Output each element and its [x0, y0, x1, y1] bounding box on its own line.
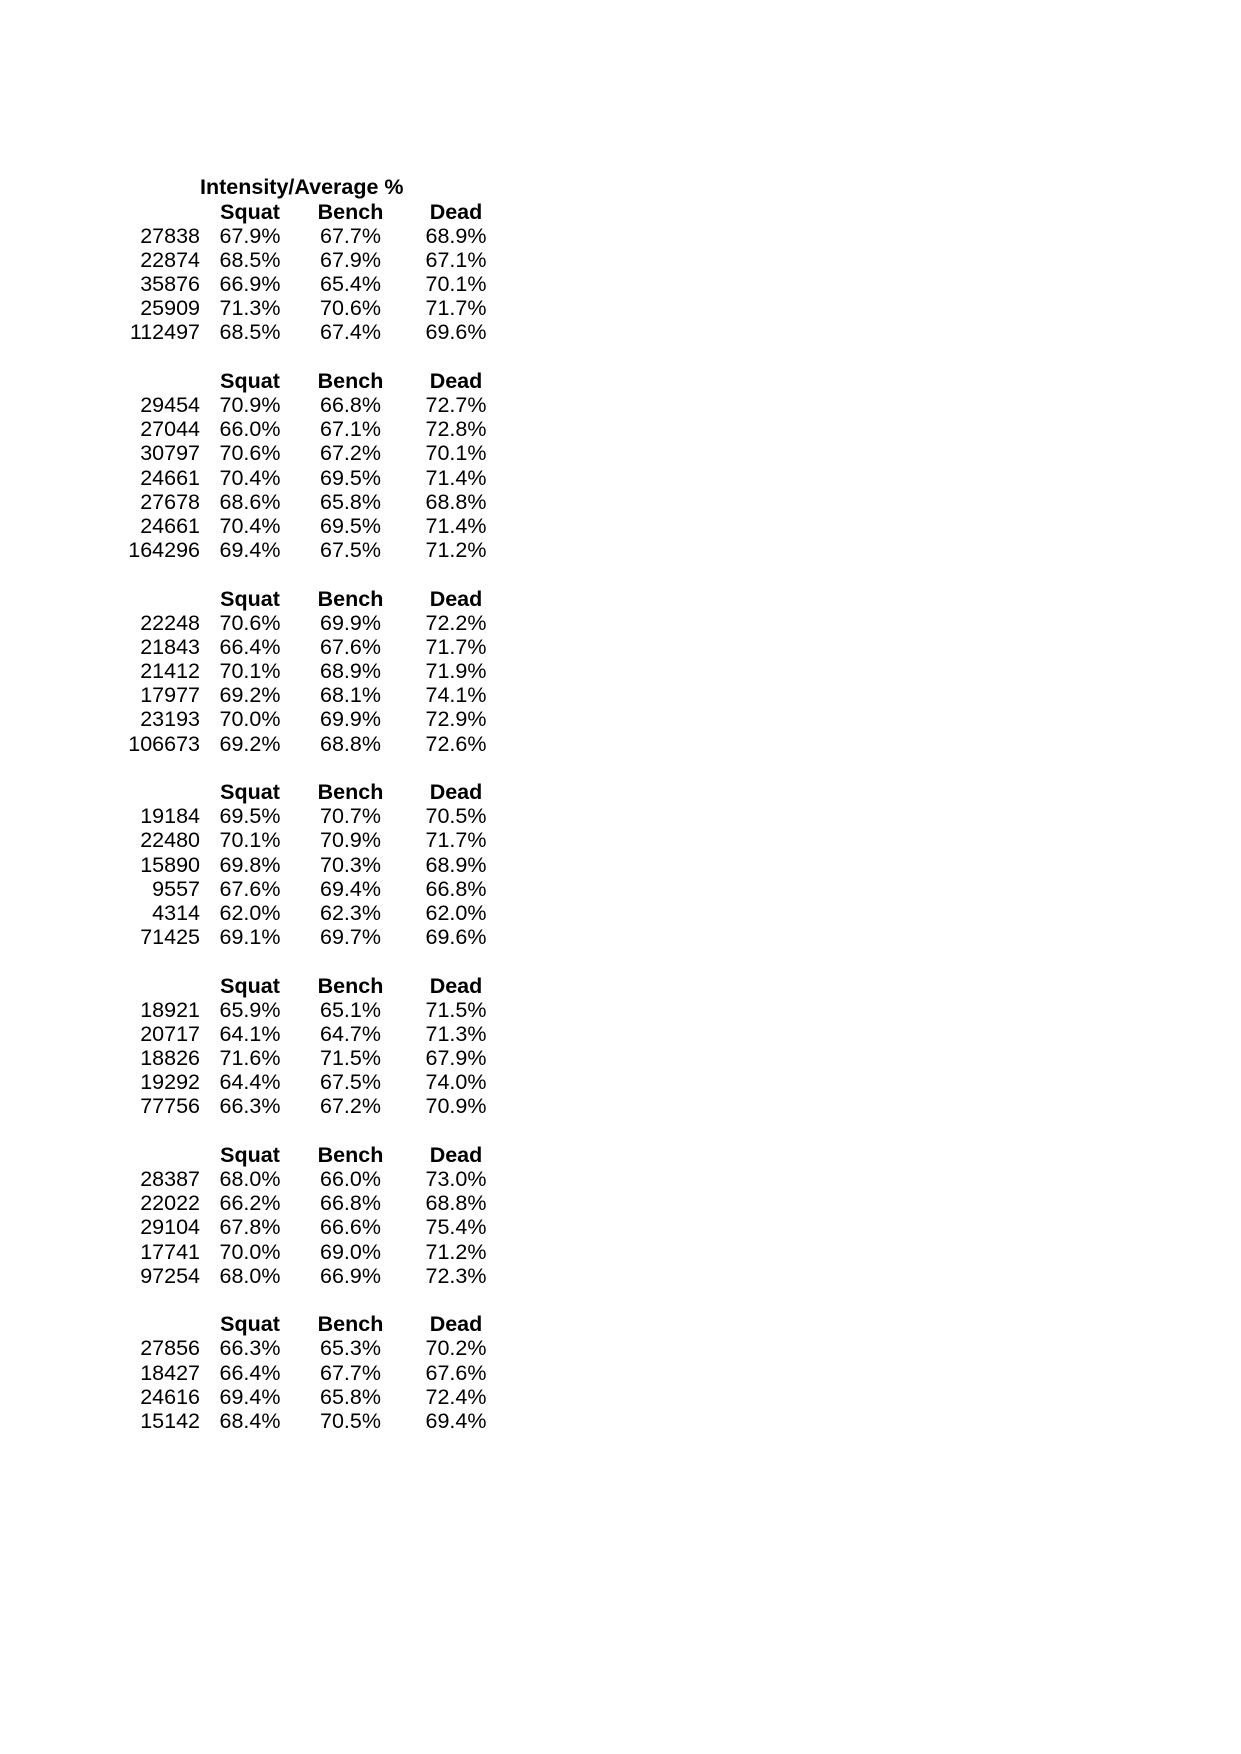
table-row	[104, 515, 511, 539]
row-label: 9557	[152, 876, 200, 901]
block-gap	[104, 1119, 511, 1143]
row-label: 29454	[140, 393, 200, 418]
table-row	[104, 926, 511, 950]
cell-squat: 70.9%	[219, 393, 281, 418]
cell-dead: 72.9%	[425, 707, 487, 732]
cell-dead: 72.2%	[425, 610, 487, 635]
block-gap-cell	[300, 757, 401, 781]
cell-bench: 65.8%	[320, 489, 381, 514]
cell-squat: 66.3%	[219, 1336, 281, 1361]
cell-dead: 71.4%	[425, 465, 487, 490]
row-label: 19184	[140, 804, 200, 829]
cell-dead: 67.6%	[425, 1360, 487, 1385]
table-row	[104, 998, 511, 1022]
column-header-squat: Squat	[220, 368, 280, 393]
cell-bench: 68.8%	[320, 731, 381, 756]
block-gap	[104, 757, 511, 781]
row-label: 15142	[140, 1408, 200, 1433]
column-header-bench: Bench	[317, 780, 384, 805]
cell-squat: 69.4%	[219, 538, 281, 563]
table-row	[104, 877, 511, 901]
cell-squat: 70.1%	[219, 828, 281, 853]
table-row	[104, 273, 511, 297]
cell-bench: 71.5%	[320, 1046, 381, 1071]
header-row	[104, 587, 511, 611]
column-header-bench: Bench	[317, 973, 384, 998]
header-row	[104, 974, 511, 998]
block-gap-cell	[200, 1289, 300, 1313]
block-gap-cell	[104, 950, 200, 974]
cell-dead: 62.0%	[425, 900, 487, 925]
table-row	[104, 1264, 511, 1288]
cell-bench: 65.4%	[320, 272, 381, 297]
cell-dead: 71.4%	[425, 513, 487, 538]
cell-dead: 71.2%	[425, 538, 487, 563]
table-body	[104, 176, 511, 1434]
row-label: 17977	[140, 683, 200, 708]
cell-dead: 72.4%	[425, 1384, 487, 1409]
cell-dead: 72.6%	[425, 731, 487, 756]
block-gap-cell	[401, 950, 511, 974]
cell-squat: 68.0%	[219, 1263, 281, 1288]
block-gap-cell	[401, 563, 511, 587]
cell-bench: 69.5%	[320, 465, 381, 490]
row-label: 22874	[140, 247, 200, 272]
cell-bench: 67.4%	[320, 320, 381, 345]
cell-dead: 68.9%	[425, 852, 487, 877]
cell-bench: 70.5%	[320, 1408, 381, 1433]
table-row	[104, 1047, 511, 1071]
cell-bench: 66.9%	[320, 1263, 381, 1288]
header-row-label-spacer	[104, 370, 200, 394]
cell-dead: 69.6%	[425, 925, 487, 950]
table-row	[104, 1337, 511, 1361]
header-row-label-spacer	[104, 587, 200, 611]
cell-bench: 67.7%	[320, 1360, 381, 1385]
cell-bench: 67.2%	[320, 441, 381, 466]
cell-dead: 74.0%	[425, 1070, 487, 1095]
table-row	[104, 418, 511, 442]
row-label: 24661	[140, 513, 200, 538]
cell-dead: 70.9%	[425, 1094, 487, 1119]
cell-squat: 69.4%	[219, 1384, 281, 1409]
row-label: 97254	[140, 1263, 200, 1288]
cell-bench: 62.3%	[320, 900, 381, 925]
cell-bench: 64.7%	[320, 1021, 381, 1046]
cell-dead: 66.8%	[425, 876, 487, 901]
cell-dead: 71.7%	[425, 634, 487, 659]
header-row-label-spacer	[104, 781, 200, 805]
block-gap-cell	[200, 757, 300, 781]
row-label: 21843	[140, 634, 200, 659]
cell-bench: 66.0%	[320, 1167, 381, 1192]
table-row	[104, 490, 511, 514]
row-label: 21412	[140, 659, 200, 684]
cell-squat: 69.2%	[219, 683, 281, 708]
cell-squat: 68.6%	[219, 489, 281, 514]
cell-squat: 67.8%	[219, 1215, 281, 1240]
column-header-dead: Dead	[429, 368, 483, 393]
cell-squat: 68.5%	[219, 247, 281, 272]
block-gap-cell	[300, 1289, 401, 1313]
header-row-label-spacer	[104, 200, 200, 224]
row-label: 25909	[140, 296, 200, 321]
cell-dead: 71.3%	[425, 1021, 487, 1046]
block-gap-cell	[300, 1119, 401, 1143]
cell-bench: 70.3%	[320, 852, 381, 877]
cell-squat: 69.8%	[219, 852, 281, 877]
row-label: 17741	[140, 1239, 200, 1264]
title-row	[104, 176, 511, 200]
header-row	[104, 781, 511, 805]
cell-squat: 70.4%	[219, 513, 281, 538]
column-header-bench: Bench	[317, 1142, 384, 1167]
cell-squat: 70.0%	[219, 1239, 281, 1264]
cell-bench: 70.9%	[320, 828, 381, 853]
cell-dead: 70.1%	[425, 441, 487, 466]
row-label: 22248	[140, 610, 200, 635]
cell-squat: 70.6%	[219, 441, 281, 466]
row-label: 18921	[140, 997, 200, 1022]
cell-dead: 70.2%	[425, 1336, 487, 1361]
column-header-squat: Squat	[220, 973, 280, 998]
column-header-squat: Squat	[220, 780, 280, 805]
header-row	[104, 200, 511, 224]
cell-squat: 66.0%	[219, 417, 281, 442]
block-gap	[104, 950, 511, 974]
cell-bench: 69.9%	[320, 707, 381, 732]
table-row	[104, 732, 511, 756]
cell-squat: 64.1%	[219, 1021, 281, 1046]
cell-dead: 71.7%	[425, 296, 487, 321]
block-gap-cell	[401, 345, 511, 369]
cell-squat: 68.4%	[219, 1408, 281, 1433]
cell-bench: 67.9%	[320, 247, 381, 272]
table-row	[104, 611, 511, 635]
table-row	[104, 1216, 511, 1240]
block-gap-cell	[401, 757, 511, 781]
block-gap-cell	[104, 1119, 200, 1143]
block-gap-cell	[104, 1289, 200, 1313]
cell-bench: 65.1%	[320, 997, 381, 1022]
cell-squat: 70.4%	[219, 465, 281, 490]
row-label: 24661	[140, 465, 200, 490]
cell-squat: 67.9%	[219, 223, 281, 248]
cell-dead: 71.7%	[425, 828, 487, 853]
table-row	[104, 297, 511, 321]
cell-bench: 69.9%	[320, 610, 381, 635]
cell-bench: 69.4%	[320, 876, 381, 901]
table-row	[104, 394, 511, 418]
cell-dead: 72.7%	[425, 393, 487, 418]
cell-bench: 69.0%	[320, 1239, 381, 1264]
table-row	[104, 805, 511, 829]
table-row	[104, 321, 511, 345]
block-gap-cell	[104, 563, 200, 587]
cell-squat: 66.4%	[219, 1360, 281, 1385]
column-header-squat: Squat	[220, 586, 280, 611]
cell-squat: 71.6%	[219, 1046, 281, 1071]
row-label: 28387	[140, 1167, 200, 1192]
column-header-bench: Bench	[317, 368, 384, 393]
column-header-dead: Dead	[429, 780, 483, 805]
block-gap-cell	[300, 563, 401, 587]
cell-bench: 66.8%	[320, 1191, 381, 1216]
cell-squat: 68.5%	[219, 320, 281, 345]
row-label: 112497	[129, 320, 200, 345]
row-label: 18826	[140, 1046, 200, 1071]
block-gap-cell	[401, 1289, 511, 1313]
table-row	[104, 902, 511, 926]
column-header-dead: Dead	[429, 1142, 483, 1167]
row-label: 27856	[140, 1336, 200, 1361]
block-gap-cell	[200, 563, 300, 587]
column-header-bench: Bench	[317, 199, 384, 224]
block-gap-cell	[200, 950, 300, 974]
table-row	[104, 249, 511, 273]
cell-dead: 68.9%	[425, 223, 487, 248]
cell-squat: 66.3%	[219, 1094, 281, 1119]
column-header-dead: Dead	[429, 199, 483, 224]
cell-bench: 66.6%	[320, 1215, 381, 1240]
cell-bench: 68.1%	[320, 683, 381, 708]
row-label: 77756	[140, 1094, 200, 1119]
cell-dead: 72.3%	[425, 1263, 487, 1288]
block-gap-cell	[104, 757, 200, 781]
block-gap	[104, 1289, 511, 1313]
table-row	[104, 660, 511, 684]
block-gap	[104, 563, 511, 587]
row-label: 4314	[152, 900, 200, 925]
intensity-average-table	[104, 176, 511, 1434]
cell-squat: 70.1%	[219, 659, 281, 684]
cell-bench: 67.5%	[320, 1070, 381, 1095]
cell-dead: 67.9%	[425, 1046, 487, 1071]
cell-squat: 71.3%	[219, 296, 281, 321]
cell-bench: 70.7%	[320, 804, 381, 829]
cell-bench: 67.6%	[320, 634, 381, 659]
table-row	[104, 1023, 511, 1047]
header-row	[104, 1144, 511, 1168]
table-row	[104, 1361, 511, 1385]
cell-bench: 65.8%	[320, 1384, 381, 1409]
column-header-dead: Dead	[429, 1312, 483, 1337]
cell-bench: 69.5%	[320, 513, 381, 538]
column-header-squat: Squat	[220, 1142, 280, 1167]
table-row	[104, 1192, 511, 1216]
block-gap-cell	[200, 345, 300, 369]
column-header-squat: Squat	[220, 1312, 280, 1337]
row-label: 24616	[140, 1384, 200, 1409]
cell-bench: 69.7%	[320, 925, 381, 950]
header-row-label-spacer	[104, 1144, 200, 1168]
row-label: 19292	[140, 1070, 200, 1095]
cell-dead: 71.9%	[425, 659, 487, 684]
row-label: 35876	[140, 272, 200, 297]
cell-dead: 69.4%	[425, 1408, 487, 1433]
cell-squat: 66.9%	[219, 272, 281, 297]
column-header-dead: Dead	[429, 586, 483, 611]
cell-squat: 65.9%	[219, 997, 281, 1022]
cell-dead: 72.8%	[425, 417, 487, 442]
table-row	[104, 466, 511, 490]
table-row	[104, 853, 511, 877]
block-gap-cell	[104, 345, 200, 369]
row-label: 27678	[140, 489, 200, 514]
row-label: 15890	[140, 852, 200, 877]
block-gap-cell	[401, 1119, 511, 1143]
cell-dead: 69.6%	[425, 320, 487, 345]
table-row	[104, 684, 511, 708]
cell-dead: 70.5%	[425, 804, 487, 829]
table-row	[104, 636, 511, 660]
column-header-dead: Dead	[429, 973, 483, 998]
document-title: Intensity/Average %	[200, 175, 404, 200]
cell-bench: 65.3%	[320, 1336, 381, 1361]
cell-dead: 73.0%	[425, 1167, 487, 1192]
column-header-bench: Bench	[317, 586, 384, 611]
cell-squat: 70.6%	[219, 610, 281, 635]
table-row	[104, 1410, 511, 1434]
header-row-label-spacer	[104, 974, 200, 998]
cell-bench: 67.2%	[320, 1094, 381, 1119]
block-gap-cell	[200, 1119, 300, 1143]
cell-squat: 64.4%	[219, 1070, 281, 1095]
table-row	[104, 1168, 511, 1192]
column-header-bench: Bench	[317, 1312, 384, 1337]
table-row	[104, 1095, 511, 1119]
table-row	[104, 224, 511, 248]
cell-bench: 67.5%	[320, 538, 381, 563]
cell-bench: 67.1%	[320, 417, 381, 442]
block-gap-cell	[300, 950, 401, 974]
row-label: 22480	[140, 828, 200, 853]
table-row	[104, 1385, 511, 1409]
row-label: 22022	[140, 1191, 200, 1216]
table-row	[104, 1240, 511, 1264]
header-row	[104, 1313, 511, 1337]
cell-dead: 68.8%	[425, 1191, 487, 1216]
cell-dead: 74.1%	[425, 683, 487, 708]
row-label: 18427	[140, 1360, 200, 1385]
cell-squat: 70.0%	[219, 707, 281, 732]
cell-bench: 68.9%	[320, 659, 381, 684]
row-label: 30797	[140, 441, 200, 466]
block-gap	[104, 345, 511, 369]
row-label: 27838	[140, 223, 200, 248]
cell-squat: 69.1%	[219, 925, 281, 950]
row-label: 106673	[128, 731, 200, 756]
cell-dead: 68.8%	[425, 489, 487, 514]
cell-dead: 70.1%	[425, 272, 487, 297]
cell-squat: 69.2%	[219, 731, 281, 756]
row-label: 164296	[128, 538, 200, 563]
table-row	[104, 442, 511, 466]
table-row	[104, 1071, 511, 1095]
cell-bench: 70.6%	[320, 296, 381, 321]
table-row	[104, 708, 511, 732]
cell-bench: 66.8%	[320, 393, 381, 418]
row-label: 27044	[140, 417, 200, 442]
cell-squat: 69.5%	[219, 804, 281, 829]
row-label: 71425	[140, 925, 200, 950]
cell-squat: 62.0%	[219, 900, 281, 925]
block-gap-cell	[300, 345, 401, 369]
cell-dead: 67.1%	[425, 247, 487, 272]
cell-squat: 68.0%	[219, 1167, 281, 1192]
row-label: 23193	[140, 707, 200, 732]
header-row	[104, 370, 511, 394]
cell-squat: 66.4%	[219, 634, 281, 659]
table-row	[104, 539, 511, 563]
cell-bench: 67.7%	[320, 223, 381, 248]
row-label: 20717	[140, 1021, 200, 1046]
cell-squat: 67.6%	[219, 876, 281, 901]
cell-squat: 66.2%	[219, 1191, 281, 1216]
cell-dead: 75.4%	[425, 1215, 487, 1240]
column-header-squat: Squat	[220, 199, 280, 224]
header-row-label-spacer	[104, 1313, 200, 1337]
table-row	[104, 829, 511, 853]
cell-dead: 71.5%	[425, 997, 487, 1022]
row-label: 29104	[140, 1215, 200, 1240]
title-row-spacer	[104, 176, 200, 200]
cell-dead: 71.2%	[425, 1239, 487, 1264]
